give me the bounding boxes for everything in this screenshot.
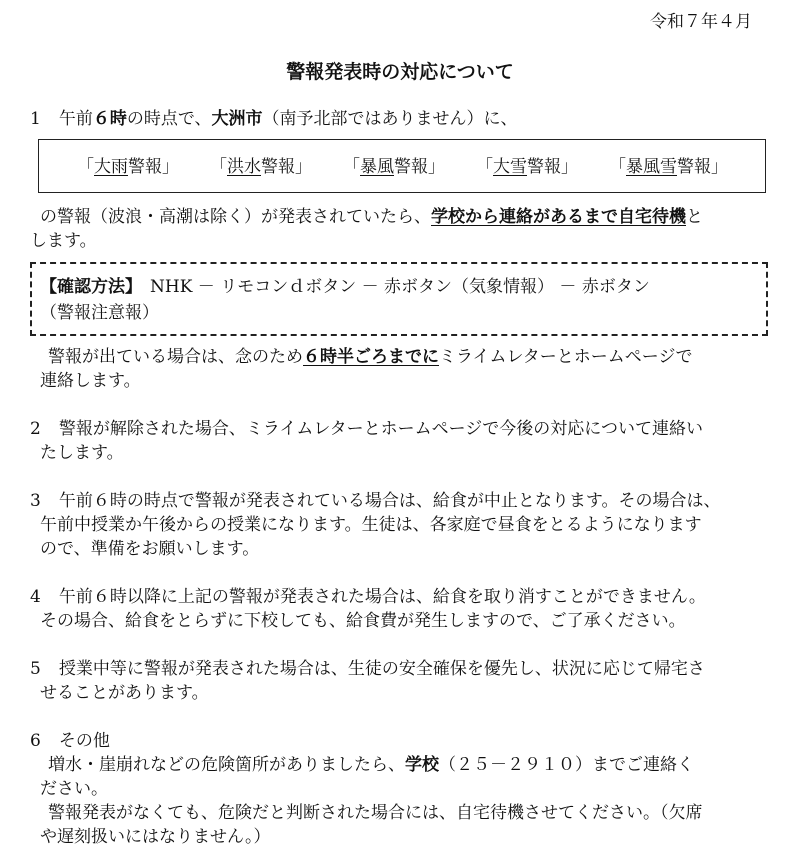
warning-flood: 「洪水警報」 bbox=[210, 157, 312, 177]
section-number: 1 bbox=[30, 109, 41, 129]
section-3-line-3: ので、準備をお願いします。 bbox=[40, 539, 260, 559]
section-4-line-1: 4 午前６時以降に上記の警報が発表された場合は、給食を取り消すことができません。 bbox=[30, 587, 706, 607]
section-number: 4 bbox=[30, 587, 41, 607]
section-6-heading: 6 その他 bbox=[30, 731, 110, 751]
confirm-method-line-2: （警報注意報） bbox=[40, 303, 159, 323]
section-3-line-2: 午前中授業か午後からの授業になります。生徒は、各家庭で昼食をとるようになります bbox=[40, 515, 702, 535]
section-5-line-2: せることがあります。 bbox=[40, 683, 209, 703]
warning-types-box bbox=[38, 139, 766, 193]
section-number: 6 bbox=[30, 731, 41, 751]
school-contact: 学校 bbox=[405, 755, 439, 775]
deadline-time: ６時半ごろまでに bbox=[303, 347, 439, 367]
section-1-para-line-1: 警報が出ている場合は、念のため６時半ごろまでにミライムレターとホームページで bbox=[48, 347, 693, 367]
section-1-para-line-2: 連絡します。 bbox=[40, 371, 141, 391]
section-6-line-4: や遅刻扱いにはなりません。） bbox=[40, 827, 271, 847]
section-number: 3 bbox=[30, 491, 41, 511]
section-number: 5 bbox=[30, 659, 41, 679]
section-4-line-2: その場合、給食をとらずに下校しても、給食費が発生しますので、ご了承ください。 bbox=[40, 611, 686, 631]
warning-heavy-rain: 「大雨警報」 bbox=[77, 157, 179, 177]
confirm-method-line-1: 【確認方法】 NHK － リモコンｄボタン － 赤ボタン（気象情報） － 赤ボタン bbox=[40, 277, 650, 297]
page-title: 警報発表時の対応について bbox=[286, 61, 514, 83]
warning-heavy-snow: 「大雪警報」 bbox=[476, 157, 578, 177]
warning-snowstorm: 「暴風雪警報」 bbox=[609, 157, 728, 177]
section-1-line-1: 1 午前６時の時点で、大洲市（南予北部ではありません）に、 bbox=[30, 109, 518, 129]
section-1-line-2: の警報（波浪・高潮は除く）が発表されていたら、学校から連絡があるまで自宅待機と bbox=[40, 207, 703, 227]
warning-storm: 「暴風警報」 bbox=[343, 157, 445, 177]
section-5-line-1: 5 授業中等に警報が発表された場合は、生徒の安全確保を優先し、状況に応じて帰宅さ bbox=[30, 659, 705, 679]
section-number: 2 bbox=[30, 419, 41, 439]
section-2-line-2: たします。 bbox=[40, 443, 124, 463]
section-6-line-1: 増水・崖崩れなどの危険箇所がありましたら、学校（２５－２９１０）までご連絡く bbox=[48, 755, 694, 775]
document-date: 令和７年４月 bbox=[650, 12, 752, 32]
section-3-line-1: 3 午前６時の時点で警報が発表されている場合は、給食が中止となります。その場合は、 bbox=[30, 491, 721, 511]
section-1-line-3: します。 bbox=[30, 231, 97, 251]
school-phone: （２５－２９１０）までご連絡く bbox=[439, 755, 694, 775]
section-6-line-2: ださい。 bbox=[40, 779, 108, 799]
section-2-line-1: 2 警報が解除された場合、ミライムレターとホームページで今後の対応について連絡い bbox=[30, 419, 703, 439]
section-6-line-3: 警報発表がなくても、危険だと判断された場合には、自宅待機させてください。（欠席 bbox=[48, 803, 703, 823]
confirm-method-label: 【確認方法】 bbox=[40, 277, 142, 297]
home-wait-instruction: 学校から連絡があるまで自宅待機 bbox=[431, 207, 686, 227]
